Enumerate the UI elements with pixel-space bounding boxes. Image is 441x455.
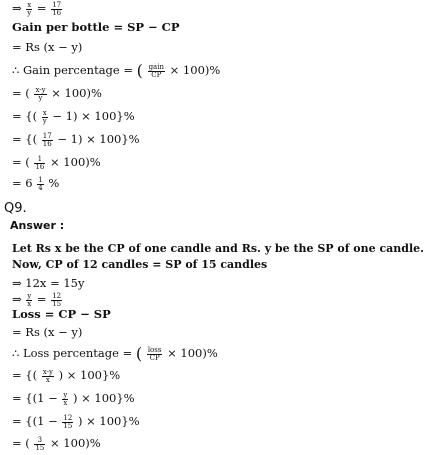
equation-line: ⇒ 12x = 15y [12, 276, 85, 290]
loss-value: = Rs (x − y) [12, 325, 83, 339]
fraction: $\frac{17}{16}$ [42, 131, 52, 148]
ratio-line: ⇒ $\frac{y}{x}$ = $\frac{12}{15}$ [12, 291, 62, 308]
fraction: $\frac{\text{loss}}{CP}$ [147, 345, 162, 362]
step-line: = {( $\frac{x-y}{x}$ ) × 100}% [12, 367, 121, 384]
step-line: = {(1 − $\frac{12}{15}$ ) × 100}% [12, 413, 140, 430]
fraction: $\frac{17}{16}$ [52, 0, 62, 17]
gain-per-bottle: Gain per bottle = SP − CP [12, 20, 180, 34]
loss-definition: Loss = CP − SP [12, 307, 111, 321]
fraction: $\frac{x}{y}$ [27, 0, 32, 17]
fraction: $\frac{3}{15}$ [35, 435, 45, 452]
fraction: $\frac{x-y}{y}$ [35, 85, 46, 102]
fraction: $\frac{1}{4}$ [38, 175, 43, 192]
step-line: = ( $\frac{x-y}{y}$ × 100)% [12, 85, 102, 102]
step-line: = ( $\frac{1}{16}$ × 100)% [12, 154, 101, 171]
fraction: $\frac{12}{15}$ [63, 413, 73, 430]
fraction: $\frac{1}{16}$ [35, 154, 45, 171]
fraction: $\frac{x}{y}$ [42, 108, 47, 125]
gain-percentage-line: ∴ Gain percentage = ( $\frac{\text{gain}}{CP}$ × 100)% [12, 61, 221, 80]
gain-value: = Rs (x − y) [12, 40, 83, 54]
fraction: $\frac{\text{gain}}{CP}$ [148, 62, 164, 79]
step-line: = {( $\frac{17}{16}$ − 1) × 100}% [12, 131, 140, 148]
question-number: Q9. [4, 201, 27, 216]
answer-label: Answer : [10, 219, 65, 232]
step-line: = {(1 − $\frac{y}{x}$ ) × 100}% [12, 390, 135, 407]
gain-result: = 6 $\frac{1}{4}$ % [12, 175, 60, 192]
fraction: $\frac{x-y}{x}$ [42, 367, 53, 384]
problem-statement: Let Rs x be the CP of one candle and Rs. y be the SP of one candle. [12, 242, 424, 255]
cp-sp-relation: Now, CP of 12 candles = SP of 15 candles [12, 258, 268, 271]
fraction: $\frac{y}{x}$ [27, 291, 32, 308]
fraction: $\frac{12}{15}$ [52, 291, 62, 308]
fraction: $\frac{y}{x}$ [63, 390, 68, 407]
loss-percentage-line: ∴ Loss percentage = ( $\frac{\text{loss}}{CP}$ × 100)% [12, 344, 218, 363]
eq-ratio-line: ⇒ $\frac{x}{y}$ = $\frac{17}{16}$ [12, 0, 62, 17]
step-line: = ( $\frac{3}{15}$ × 100)% [12, 435, 101, 452]
step-line: = {( $\frac{x}{y}$ − 1) × 100}% [12, 108, 135, 125]
